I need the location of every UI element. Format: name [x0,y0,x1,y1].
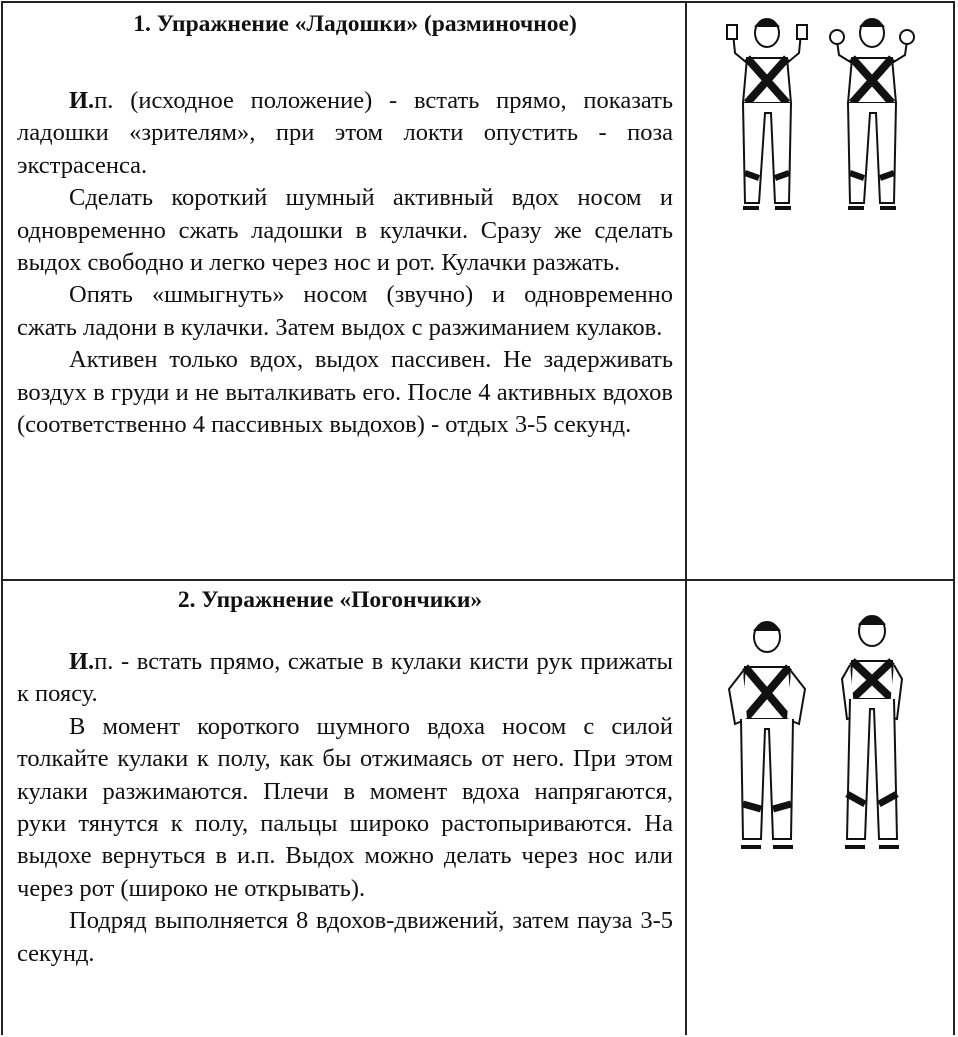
exercise-1-title: 1. Упражнение «Ладошки» (разминочное) [133,11,577,37]
exercise-1-figure-cell [687,3,953,579]
ip-abbreviation: И. [69,87,95,114]
exercise-2-paragraph-3: Подряд выполняется 8 вдохов-движений, затем пауза 3-5 секунд. [17,907,673,967]
exercise-2-figure-cell [687,579,953,1035]
exercise-1-paragraph-2: Сделать короткий шумный активный вдох носом и одновременно сжать ладошки в кулачки. Сразу же сделать выдох свободно и легко через нос и рот. Кулачки разжать. [17,184,673,277]
exercise-row-1 [3,3,953,581]
exercise-row-2 [3,579,953,1035]
paragraph-text: п. - встать прямо, сжатые в кулаки кисти рук прижаты к поясу. [17,648,673,708]
paragraph-text: п. (исходное положение) - встать прямо, показать ладошки «зрителям», при этом локти опустить - поза экстрасенса. [17,87,673,179]
exercise-2-paragraph-1 [17,646,673,711]
exercise-1-paragraph-1 [17,85,673,182]
exercise-1-paragraph-4: Активен только вдох, выдох пассивен. Не задерживать воздух в груди и не выталкивать его. После 4 активных вдохов (соответственно 4 пассивных выдохов) - отдых 3-5 секунд. [17,346,673,439]
palms-exercise-figures-illustration [687,3,955,579]
exercise-2-text-cell [3,579,687,1035]
exercise-table [1,1,955,1035]
exercise-1-paragraph-3: Опять «шмыгнуть» носом (звучно) и одновременно сжать ладони в кулачки. Затем выдох с разжиманием кулаков. [17,281,673,341]
exercise-1-text-cell [3,3,687,579]
exercise-2-title: 2. Упражнение «Погончики» [177,587,483,613]
ip-abbreviation: И. [69,648,95,675]
shoulder-straps-exercise-figures-illustration [687,579,955,1035]
exercise-2-paragraph-2: В момент короткого шумного вдоха носом с силой толкайте кулаки к полу, как бы отжимаясь от него. При этом кулаки разжимаются. Плечи в момент вдоха напрягаются, руки тянутся к полу, пальцы широко растопыриваются. На выдохе вернуться в и.п. Выдох можно делать через нос или через рот (широко не открывать). [17,712,673,902]
